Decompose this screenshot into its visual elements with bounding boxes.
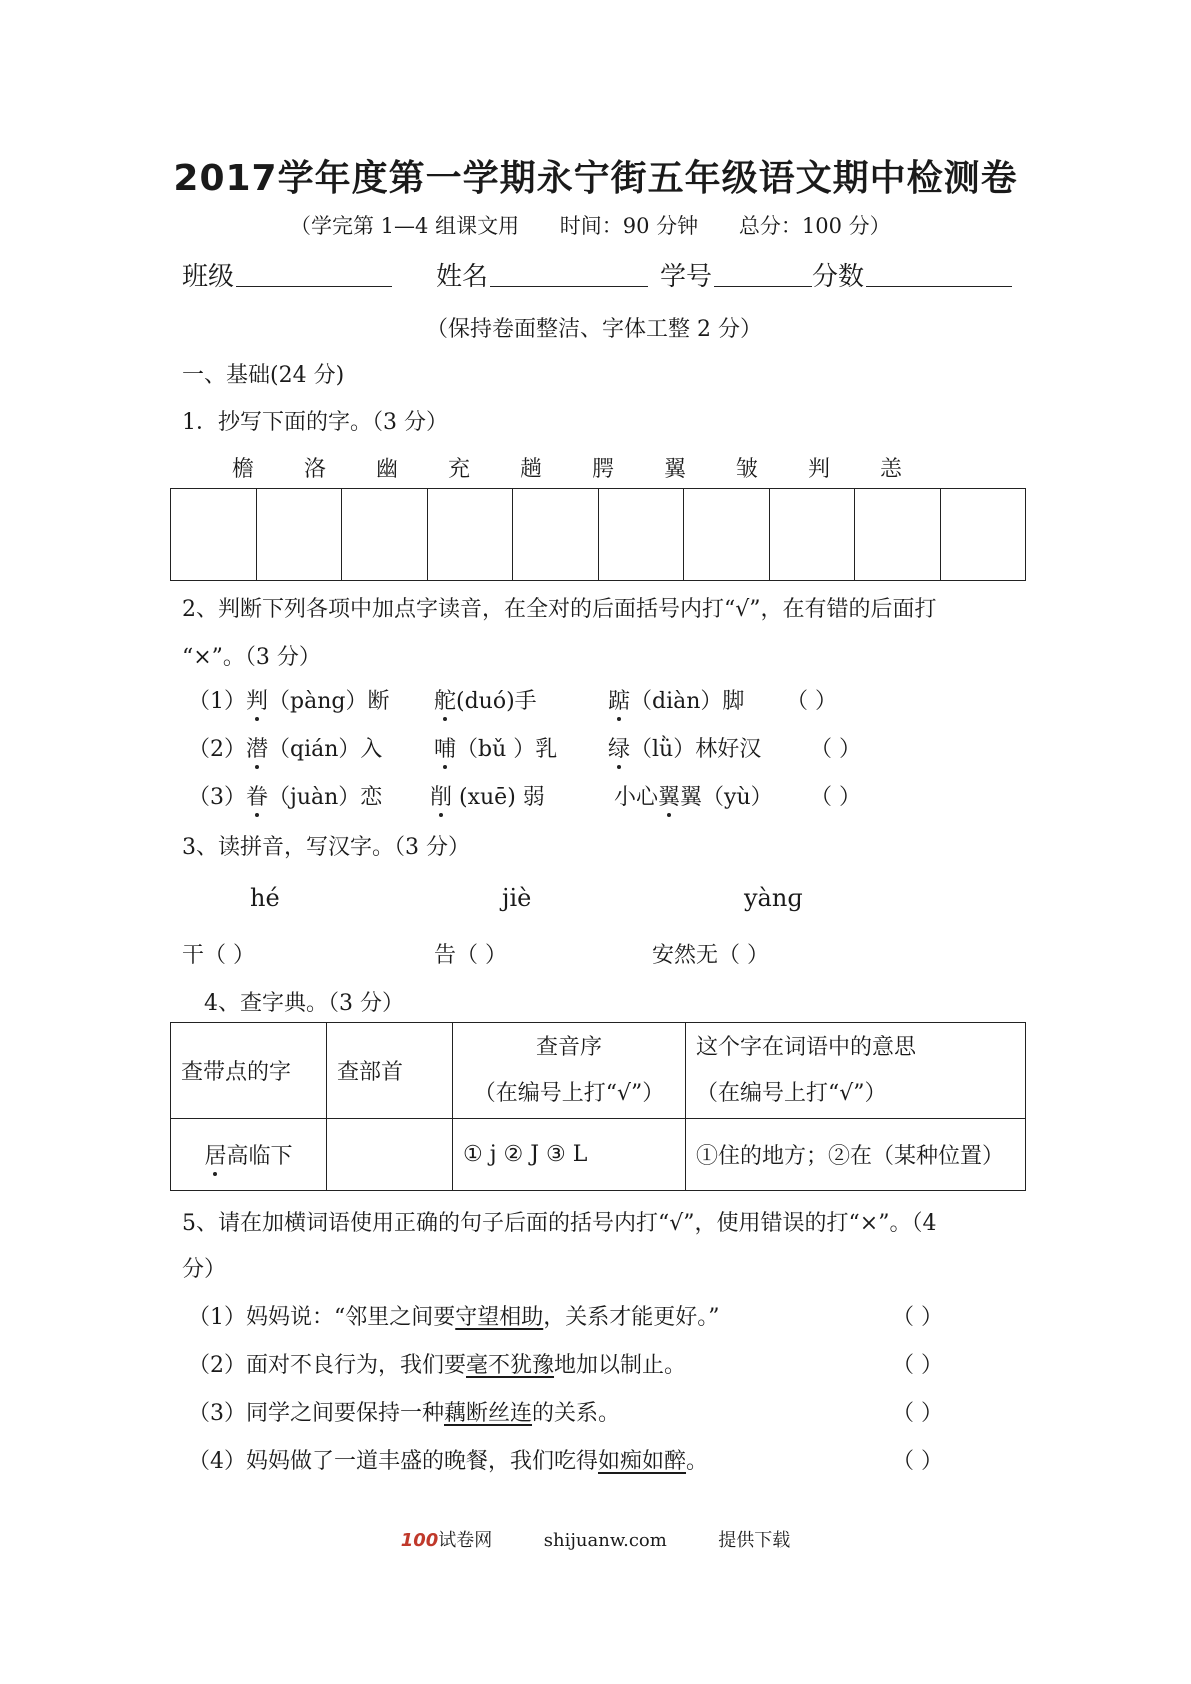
q2-row-2-b: 哺（bǔ ）乳 <box>434 732 557 763</box>
q2-row-3-b: 削 (xuē) 弱 <box>430 780 545 811</box>
q4-dictionary-table <box>170 1022 1026 1191</box>
subtitle-time: 时间：90 分钟 <box>559 214 699 238</box>
copy-box[interactable] <box>855 489 941 580</box>
q1-char: 腭 <box>592 457 615 482</box>
q1-characters <box>232 452 952 483</box>
page-title: 2017学年度第一学期永宁街五年级语文期中检测卷 <box>173 158 1018 199</box>
q2-row-2-a: （2）潜（qián）入 <box>188 732 382 763</box>
q5-sentence-4: （4）妈妈做了一道丰盛的晚餐，我们吃得如痴如醉。 <box>188 1449 709 1474</box>
q1-char: 判 <box>808 457 831 482</box>
neatness-note: （保持卷面整洁、字体工整 2 分） <box>426 317 762 342</box>
copy-box[interactable] <box>941 489 1026 580</box>
q1-char: 恙 <box>880 457 903 482</box>
class-label: 班级 <box>182 262 235 292</box>
q5-answer-3[interactable]: （ ） <box>892 1401 943 1426</box>
student-id-label: 学号 <box>660 262 713 292</box>
section-1-heading: 一、基础(24 分) <box>182 363 345 388</box>
q5-sentence-3: （3）同学之间要保持一种藕断丝连的关系。 <box>188 1401 621 1426</box>
copy-box[interactable] <box>342 489 428 580</box>
score-field[interactable] <box>866 286 1012 287</box>
q5-sentence-1: （1）妈妈说：“邻里之间要守望相助，关系才能更好。” <box>188 1305 720 1330</box>
site-logo: 100 <box>400 1530 439 1551</box>
q5-answer-4[interactable]: （ ） <box>892 1449 943 1474</box>
q3-pinyin-2: jiè <box>502 884 532 912</box>
q2-answer-2[interactable]: （ ） <box>810 737 861 762</box>
q4-word: 居高临下 <box>171 1119 327 1191</box>
q5-title-line2: 分） <box>182 1257 227 1282</box>
copy-box[interactable] <box>599 489 685 580</box>
footer <box>0 1526 1191 1552</box>
q5-answer-2[interactable]: （ ） <box>892 1353 943 1378</box>
q2-answer-1[interactable]: （ ） <box>786 689 837 714</box>
q2-row-2-c: 绿（lǜ）林好汉 <box>608 732 761 763</box>
subtitle <box>290 210 925 240</box>
q1-char: 檐 <box>232 457 255 482</box>
q2-title-line1: 2、判断下列各项中加点字读音，在全对的后面括号内打“√”，在有错的后面打 <box>182 597 937 622</box>
q2-title-line2: “×”。（3 分） <box>182 645 321 670</box>
copy-box[interactable] <box>684 489 770 580</box>
student-id-field[interactable] <box>714 286 812 287</box>
header-meaning: 这个字在词语中的意思 （在编号上打“√”） <box>686 1023 1026 1119</box>
class-field[interactable] <box>236 286 392 287</box>
q1-char: 翼 <box>664 457 687 482</box>
q4-radical-answer[interactable] <box>327 1119 453 1191</box>
q2-row-3-c: 小心翼翼（yù） <box>614 780 773 811</box>
q5-title-line1: 5、请在加横词语使用正确的句子后面的括号内打“√”，使用错误的打“×”。（4 <box>182 1211 937 1236</box>
copy-box[interactable] <box>171 489 257 580</box>
name-label: 姓名 <box>436 262 489 292</box>
q2-row-3-a: （3）眷（juàn）恋 <box>188 780 382 811</box>
q2-row-1-b: 舵(duó)手 <box>434 684 537 715</box>
q2-row-1-c: 踮（diàn）脚 <box>608 684 744 715</box>
copy-box[interactable] <box>428 489 514 580</box>
copy-box[interactable] <box>257 489 343 580</box>
q1-copy-grid <box>170 488 1026 581</box>
subtitle-total: 总分：100 分） <box>738 214 891 238</box>
q5-sentence-2: （2）面对不良行为，我们要毫不犹豫地加以制止。 <box>188 1353 687 1378</box>
header-char: 查带点的字 <box>171 1023 327 1119</box>
q5-answer-1[interactable]: （ ） <box>892 1305 943 1330</box>
copy-box[interactable] <box>513 489 599 580</box>
q1-title: 1．抄写下面的字。（3 分） <box>182 410 448 435</box>
footer-tagline: 提供下载 <box>718 1530 791 1551</box>
q3-item-1[interactable]: 干（ ） <box>182 943 255 968</box>
q4-meaning-options[interactable]: ①住的地方；②在（某种位置） <box>686 1119 1026 1191</box>
q3-item-2[interactable]: 告（ ） <box>434 943 507 968</box>
q3-title: 3、读拼音，写汉字。（3 分） <box>182 835 470 860</box>
q4-phonetic-options[interactable]: ① j ② J ③ L <box>453 1119 686 1191</box>
q2-answer-3[interactable]: （ ） <box>810 785 861 810</box>
header-phonetic: 查音序 （在编号上打“√”） <box>453 1023 686 1119</box>
name-field[interactable] <box>490 286 648 287</box>
q3-item-3[interactable]: 安然无（ ） <box>652 943 769 968</box>
q1-char: 幽 <box>376 457 399 482</box>
q1-char: 皱 <box>736 457 759 482</box>
copy-box[interactable] <box>770 489 856 580</box>
q1-char: 趟 <box>520 457 543 482</box>
score-label: 分数 <box>812 262 865 292</box>
q4-title: 4、查字典。（3 分） <box>204 991 404 1016</box>
subtitle-scope: （学完第 1—4 组课文用 <box>290 214 520 238</box>
q3-pinyin-1: hé <box>250 884 280 912</box>
q2-row-1-a: （1）判（pàng）断 <box>188 684 389 715</box>
q1-char: 充 <box>448 457 471 482</box>
q1-char: 洛 <box>304 457 327 482</box>
site-name: 试卷网 <box>438 1530 493 1551</box>
q3-pinyin-3: yànɡ <box>744 884 803 912</box>
header-radical: 查部首 <box>327 1023 453 1119</box>
site-url[interactable]: shijuanw.com <box>543 1530 667 1551</box>
